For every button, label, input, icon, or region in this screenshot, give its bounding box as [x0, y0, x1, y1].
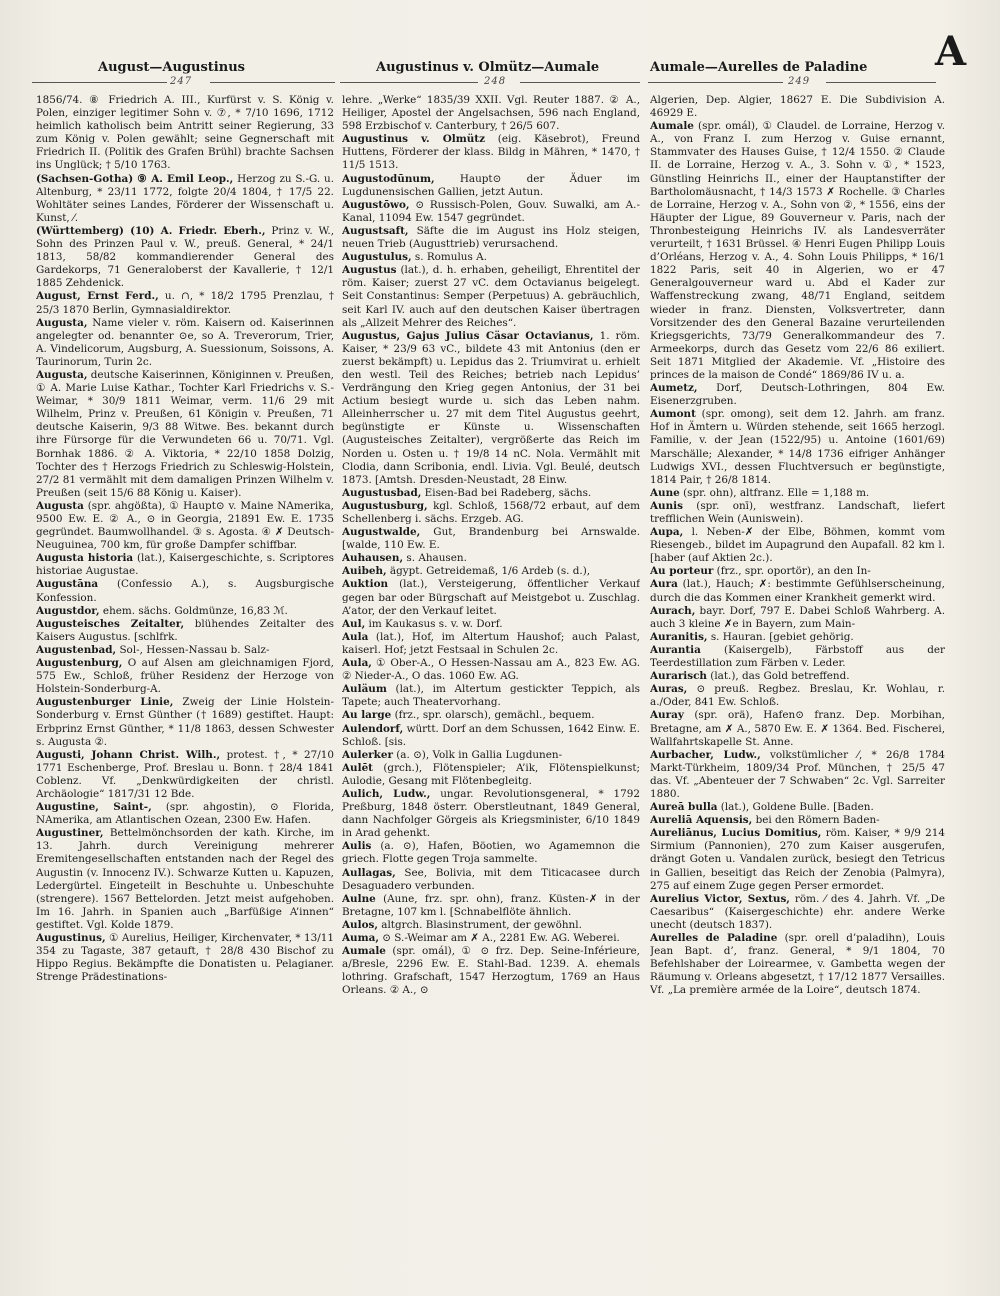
entry-headword: Augustdor,: [36, 604, 100, 617]
entry-headword: Aullagas,: [342, 866, 396, 879]
dictionary-entry: [36, 801, 334, 827]
dictionary-entry: [342, 618, 640, 631]
dictionary-entry: [342, 552, 640, 565]
dictionary-entry: [36, 605, 334, 618]
entry-headword: Aureā bulla: [650, 801, 718, 814]
entry-text: Herzog zu S.-G. u. Altenburg, * 23/11 1772, folgte 20/4 1804, † 17/5 22. Wohltäter seines Landes, Förderer der Wissenschaft u. Kunst, ⁄.: [36, 172, 334, 224]
dictionary-entry: [650, 709, 945, 748]
entry-text: See, Bolivia, mit dem Titicacasee durch Desaguadero verbunden.: [342, 866, 640, 892]
dictionary-entry: [342, 893, 640, 919]
entry-text: (spr. ahgößta), ① Haupt⊙ v. Maine NAmerika, 9500 Ew. E. ② A., ⊙ in Georgia, 21891 Ew. E. 1735 gegründet. Baumwollhandel. ③ s. Agosta. ④ ✗ Deutsch-Neuguinea, 700 km, für große Dampfer schiffbar.: [36, 499, 334, 552]
dictionary-entry: [650, 526, 945, 565]
dictionary-entry: [650, 670, 945, 683]
section-letter: A: [934, 28, 966, 75]
entry-headword: Augustine, Saint-,: [36, 801, 152, 814]
entry-headword: Aulos,: [342, 918, 378, 931]
dictionary-entry: [650, 565, 945, 578]
dictionary-entry: [650, 827, 945, 892]
dictionary-entry: [342, 94, 640, 133]
entry-text: 1. röm. Kaiser, * 23/9 63 vC., bildete 43 mit Antonius (den er zuerst bekämpft) u. Lepidus das 2. Triumvirat u. erhielt den westl. Teil des Reiches; betrieb nach Lepidus’ Verdrängung den Krieg gegen Antonius, der 31 bei Actium besiegt wurde u. sich das Leben nahm. Alleinherrscher u. 27 mit dem Titel Augustus geehrt, begünstigte er Künste u. Wissenschaften (Augusteisches Zeitalter), vergrößerte das Reich im Norden u. Osten u. † 19/8 14 nC. Nola. Vermählt mit Clodia, dann Scribonia, endl. Livia. Vgl. Beulé, deutsch 1873. [Amtsh. Dresden-Neustadt, 28 Einw.: [342, 329, 640, 486]
dictionary-entry: [36, 500, 334, 552]
dictionary-entry: [650, 644, 945, 670]
entry-text: ⊙ S.-Weimar am ✗ A., 2281 Ew. AG. Weberei.: [378, 932, 620, 944]
entry-headword: Aulne: [342, 892, 376, 905]
entry-headword: Aula,: [342, 657, 372, 670]
entry-headword: Augustodūnum,: [342, 172, 435, 185]
entry-text: (lat.), Goldene Bulle. [Baden.: [717, 801, 874, 814]
entry-text: u. ∩, * 18/2 1795 Prenzlau, † 25/3 1870 Berlin, Gymnasialdirektor.: [36, 290, 334, 316]
page-number-left: 247: [170, 76, 193, 87]
column-right: [650, 94, 945, 1274]
dictionary-entry: [342, 932, 640, 945]
entry-text: ehem. sächs. Goldmünze, 16,83 ℳ.: [99, 604, 288, 617]
entry-text: Bettelmönchsorden der kath. Kirche, im 13. Jahrh. durch Vereinigung mehrerer Eremitengesellschaften entstanden nach der Regel des Augustin (v. Innocenz IV.). Schwarze Kutten u. Kapuzen, Ledergürtel. Eingeteilt in Beschuhte u. Unbeschuhte (strengere). 1567 Bettelorden. Jetzt meist aufgehoben. Im 16. Jahrh. in Spanien auch „Barfüßige A’innen“ gestiftet. Vgl. Kolde 1879.: [36, 827, 334, 931]
dictionary-entry: [36, 749, 334, 801]
entry-headword: Augustsaft,: [342, 224, 409, 237]
entry-headword: Auläum: [342, 683, 387, 696]
column-left: [36, 94, 334, 1274]
entry-text: im Kaukasus s. v. w. Dorf.: [365, 617, 503, 630]
entry-headword: Aureliā Aquensis,: [650, 814, 753, 827]
entry-text: (spr. orell d’paladihn), Louis Jean Bapt. d’, franz. General, * 9/1 1804, 70 Befehlshaber der Loirearmee, v. Gambetta wegen der Räumung v. Orleans abgesetzt, † 17/12 1877 Versailles. Vf. „La première armée de la Loire“, deutsch 1874.: [650, 932, 945, 997]
entry-text: deutsche Kaiserinnen, Königinnen v. Preußen, ① A. Marie Luise Kathar., Tochter Karl Friedrichs v. S.-Weimar, * 30/9 1811 Weimar, verm. 11/6 29 mit Wilhelm, Prinz v. Preußen, 61 Königin v. Preußen, 71 deutsche Kaiserin, 9/3 88 Witwe. Bes. bekannt durch ihre Fürsorge für die Verwundeten 66 u. 70/71. Vgl. Bornhak 1886. ② A. Viktoria, * 22/10 1858 Dolzig, Tochter des † Herzogs Friedrich zu Schleswig-Holstein, 27/2 81 vermählt mit dem damaligen Prinzen Wilhelm v. Preußen (seit 15/6 88 König u. Kaiser).: [36, 368, 334, 499]
dictionary-entry: [36, 618, 334, 644]
entry-text: (spr. orä), Hafen⊙ franz. Dep. Morbihan, Bretagne, am ✗ A., 5870 Ew. E. ✗ 1364. Bed. Fischerei, Wallfahrtskapelle St. Anne.: [650, 709, 945, 748]
dictionary-entry: [36, 657, 334, 696]
entry-text: s. Hauran. [gebiet gehörig.: [707, 630, 854, 643]
entry-headword: Auktion: [342, 578, 389, 591]
entry-text: ägypt. Getreidemaß, 1/6 Ardeb (s. d.),: [386, 565, 591, 578]
header-right: Aumale—Aurelles de Paladine: [650, 60, 868, 75]
dictionary-entry: [342, 945, 640, 997]
entry-text: (frz., spr. olarsch), gemächl., bequem.: [391, 709, 595, 722]
dictionary-entry: [650, 120, 945, 382]
entry-headword: Augustiner,: [36, 827, 104, 840]
entry-text: Sol-, Hessen-Nassau b. Salz-: [116, 643, 270, 656]
entry-text: Säfte die im August ins Holz steigen, neuen Trieb (Augusttrieb) verursachend.: [342, 224, 640, 251]
dictionary-entry: [342, 225, 640, 251]
entry-text: ⊙ preuß. Regbez. Breslau, Kr. Wohlau, r. a./Oder, 841 Ew. Schloß.: [650, 683, 945, 709]
header-rule: [826, 82, 936, 83]
entry-text: Eisen-Bad bei Radeberg, sächs.: [421, 486, 592, 499]
entry-headword: Augustinus,: [36, 932, 106, 944]
dictionary-entry: [36, 94, 334, 173]
entry-text: s. Ahausen.: [403, 552, 467, 565]
entry-text: Name vieler v. röm. Kaisern od. Kaiserinnen angelegter od. benannter ⊙e, so A. Treverorum, Trier, A. Vindelicorum, Augsburg, A. Suessionum, Soissons, A. Taurinorum, Turin 2c.: [36, 316, 334, 368]
entry-text: (lat.), Kaisergeschichte, s. Scriptores historiae Augustae.: [36, 552, 334, 578]
entry-headword: Augustwalde,: [342, 526, 421, 539]
dictionary-entry: [342, 487, 640, 500]
entry-text: 1856/74. ⑧ Friedrich A. III., Kurfürst v. S. König v. Polen, einziger legitimer Sohn v. ⑦, * 7/10 1696, 1712 heimlich katholisch beim Antritt seiner Regierung, 33 zum König v. Polen gewählt; seine Gegnerschaft mit Friedrich II. (Politik des Grafen Brühl) brachte Sachsen ins Unglück; † 5/10 1763.: [36, 94, 334, 172]
dictionary-entry: [650, 749, 945, 801]
dictionary-entry: [650, 631, 945, 644]
entry-headword: Au large: [342, 709, 392, 722]
page-number-right: 249: [788, 76, 811, 87]
dictionary-entry: [650, 683, 945, 709]
entry-headword: Augustusburg,: [342, 499, 428, 512]
entry-text: Zweig der Linie Holstein-Sonderburg v. Ernst Günther († 1689) gestiftet. Haupt: Erbprinz Ernst Günther, * 11/8 1863, dessen Schwester s. Augusta ②.: [36, 696, 334, 748]
dictionary-entry: [342, 330, 640, 487]
dictionary-entry: [342, 840, 640, 866]
entry-headword: Aulich, Ludw.,: [342, 787, 431, 800]
entry-headword: Aul,: [342, 617, 366, 630]
dictionary-entry: [342, 788, 640, 840]
dictionary-entry: [342, 709, 640, 722]
header-left: August—Augustinus: [98, 60, 245, 75]
dictionary-entry: [342, 565, 640, 578]
dictionary-entry: [650, 605, 945, 631]
entry-text: (Confessio A.), s. Augsburgische Konfession.: [36, 578, 334, 604]
dictionary-entry: [36, 173, 334, 225]
entry-headword: Auras,: [650, 683, 688, 696]
entry-text: (eig. Käsebrot), Freund Huttens, Förderer der klass. Bildg in Mähren, * 1470, † 11/5 1513.: [342, 133, 640, 172]
entry-headword: Augusta,: [36, 316, 88, 329]
entry-text: blühendes Zeitalter des Kaisers Augustus. [schlfrk.: [36, 617, 334, 643]
entry-text: (spr. omong), seit dem 12. Jahrh. am franz. Hof in Ämtern u. Würden stehende, seit 1665 herzogl. Familie, v. der Jean (1522/95) u. Antoine (1601/69) Marschälle; Alexander, * 14/8 1736 eifriger Anhänger Ludwigs XVI., dessen Fluchtversuch er begünstigte, 1814 Pair, † 26/8 1814.: [650, 408, 945, 486]
dictionary-entry: [36, 827, 334, 932]
header-center: Augustinus v. Olmütz—Aumale: [376, 60, 600, 75]
entry-headword: Au porteur: [650, 565, 714, 578]
entry-headword: Aurach,: [650, 604, 696, 617]
entry-headword: Aumale: [650, 120, 694, 133]
page-number-center: 248: [484, 76, 507, 87]
dictionary-entry: [342, 500, 640, 526]
dictionary-entry: [342, 631, 640, 657]
entry-headword: Auibeh,: [342, 565, 387, 578]
entry-text: (lat.), Versteigerung, öffentlicher Verkauf gegen bar oder Bürgschaft auf Meistgebot u. Zuschlag. A’ator, der den Verkauf leitet.: [342, 578, 640, 617]
entry-text: s. Romulus A.: [411, 251, 487, 264]
entry-text: (lat.), d. h. erhaben, geheiligt, Ehrentitel der röm. Kaiser; zuerst 27 vC. dem Octavianus beigelegt. Seit Constantinus: Semper (Perpetuus) A. gebräuchlich, seit Karl IV. auch auf den deutschen Kaiser übertragen als „Allzeit Mehrer des Reiches“.: [342, 264, 640, 329]
dictionary-entry: [342, 657, 640, 683]
entry-text: (frz., spr. oportör), an den In-: [713, 565, 871, 578]
entry-headword: Aulerker: [342, 748, 393, 761]
entry-headword: Aumetz,: [650, 382, 698, 395]
entry-text: (spr. omál), ① ⊙ frz. Dep. Seine-Inférieure, a/Bresle, 2296 Ew. E. Stahl-Bad. 1239. A. ehemals lothring. Grafschaft, 1547 Herzogtum, 1769 an Haus Orleans. ② A., ⊙: [342, 945, 640, 997]
entry-headword: Augustus: [342, 264, 397, 277]
entry-text: lehre. „Werke“ 1835/39 XXII. Vgl. Reuter 1887. ② A., Heiliger, Apostel der Angelsachsen, 596 nach England, 598 Erzbischof v. Canterbury, † 26/5 607.: [342, 94, 640, 133]
entry-text: ⊙ Russisch-Polen, Gouv. Suwalki, am A.-Kanal, 11094 Ew. 1547 gegründet.: [342, 198, 640, 224]
entry-headword: Aura: [650, 578, 678, 591]
entry-text: württ. Dorf an dem Schussen, 1642 Einw. E. Schloß. [sis.: [342, 722, 640, 748]
entry-headword: Augustinus v. Olmütz: [342, 133, 486, 146]
entry-headword: Aurelius Victor, Sextus,: [650, 892, 790, 905]
entry-headword: Aunis: [650, 499, 683, 512]
entry-text: röm. ⁄ des 4. Jahrh. Vf. „De Caesaribus“ (Kaisergeschichte) ehr. andere Werke unecht (deutsch 1837).: [650, 892, 945, 931]
entry-text: (lat.), Hauch; ✗: bestimmte Gefühlserscheinung, durch die das Kommen einer Krankheit gemerkt wird.: [650, 578, 945, 604]
entry-headword: Augusteisches Zeitalter,: [36, 617, 185, 630]
entry-text: bei den Römern Baden-: [752, 814, 880, 827]
dictionary-entry: [650, 801, 945, 814]
dictionary-entry: [650, 893, 945, 932]
dictionary-entry: [36, 369, 334, 500]
entry-text: ungar. Revolutionsgeneral, * 1792 Preßburg, 1848 österr. Oberstleutnant, 1849 General, dann Nachfolger Görgeis als Kriegsminister, 6/10 1849 in Arad gehenkt.: [342, 787, 640, 840]
dictionary-entry: [36, 696, 334, 748]
entry-headword: Aulis: [342, 840, 372, 853]
entry-headword: Augusta: [36, 499, 84, 512]
entry-text: (spr. ahgostin), ⊙ Florida, NAmerika, am Atlantischen Ozean, 2300 Ew. Hafen.: [36, 801, 334, 827]
entry-headword: Aulēt: [342, 761, 373, 774]
column-center: [342, 94, 640, 1274]
dictionary-entry: [650, 94, 945, 120]
dictionary-entry: [342, 526, 640, 552]
entry-headword: Augustenbad,: [36, 643, 117, 656]
entry-headword: (Württemberg) (10) A. Friedr. Eberh.,: [36, 224, 266, 237]
entry-text: Algerien, Dep. Algier, 18627 E. Die Subdivision A. 46929 E.: [650, 94, 945, 120]
entry-headword: Aurarisch: [650, 670, 707, 683]
entry-text: O auf Alsen am gleichnamigen Fjord, 575 Ew., Schloß, früher Residenz der Herzoge von Holstein-Sonderburg-A.: [36, 657, 334, 696]
entry-text: bayr. Dorf, 797 E. Dabei Schloß Wahrberg. A. auch 3 kleine ✗e in Bayern, zum Main-: [650, 604, 945, 630]
dictionary-entry: [342, 133, 640, 172]
header-rule: [648, 82, 783, 83]
dictionary-entry: [342, 749, 640, 762]
header-rule: [32, 82, 167, 83]
dictionary-entry: [342, 173, 640, 199]
dictionary-entry: [342, 199, 640, 225]
entry-headword: Auhausen,: [342, 552, 404, 565]
entry-text: l. Neben-✗ der Elbe, Böhmen, kommt vom Riesengeb., bildet im Aupagrund den Aupafall. 82 km l. [haber (auf Aktien 2c.).: [650, 526, 945, 565]
entry-text: (a. ⊙), Hafen, Böotien, wo Agamemnon die griech. Flotte gegen Troja sammelte.: [342, 840, 640, 866]
dictionary-entry: [36, 644, 334, 657]
entry-text: ① Ober-A., O Hessen-Nassau am A., 823 Ew. AG. ② Nieder-A., O das. 1060 Ew. AG.: [342, 657, 640, 683]
dictionary-entry: [342, 264, 640, 329]
dictionary-entry: [342, 251, 640, 264]
entry-text: (spr. omál), ① Claudel. de Lorraine, Herzog v. A., von Franz I. zum Herzog v. Guise ernannt, Stammvater des Hauses Guise, † 12/4 1550. ② Claude II. de Lorraine, Herzog v. A., 3. Sohn v. ①, * 1523, Günstling Heinrichs II., einer der Hauptanstifter der Bartholomäusnacht, † 14/3 1573 ✗ Rochelle. ③ Charles de Lorraine, Herzog v. A., Sohn von ②, * 1556, eins der Häupter der Ligue, 89 Gouverneur v. Paris, nach der Thronbesteigung Heinrichs IV. als Landesverräter verurteilt, † 1631 Brüssel. ④ Henri Eugen Philipp Louis d’Orléans, Herzog v. A., 4. Sohn Louis Philipps, * 16/1 1822 Paris, seit 40 in Algerien, wo er 47 Generalgouverneur ward u. Abd el Kader zur Waffenstreckung zwang, 48/71 England, seitdem wieder in franz. Diensten, Volksvertreter, dann Vorsitzender des den General Bazaine verurteilenden Kriegsgerichts, 73/79 Generalkommandeur des 7. Armeekorps, durch das Gesetz vom 22/6 86 exiliert. Seit 1871 Mitglied der Akademie. Vf. „Histoire des princes de la maison de Condé“ 1869/86 IV u. a.: [650, 120, 945, 381]
entry-headword: Augustusbad,: [342, 486, 422, 499]
entry-headword: Augusta historia: [36, 552, 134, 565]
dictionary-entry: [342, 762, 640, 788]
dictionary-entry: [342, 578, 640, 617]
dictionary-entry: [36, 290, 334, 316]
entry-headword: Augustulus,: [342, 251, 412, 264]
entry-headword: Aulendorf,: [342, 722, 404, 735]
header-rule: [520, 82, 640, 83]
entry-headword: Aurbacher, Ludw.,: [650, 748, 761, 761]
entry-headword: Aula: [342, 630, 369, 643]
entry-text: Haupt⊙ der Äduer im Lugdunensischen Gallien, jetzt Autun.: [342, 172, 640, 198]
entry-text: Gut, Brandenburg bei Arnswalde. [walde, 110 Ew. E.: [342, 526, 640, 552]
entry-headword: August, Ernst Ferd.,: [36, 290, 159, 303]
entry-headword: Aurantia: [650, 643, 701, 656]
dictionary-entry: [342, 723, 640, 749]
dictionary-entry: [36, 932, 334, 984]
entry-headword: Aupa,: [650, 526, 684, 539]
dictionary-entry: [650, 487, 945, 500]
entry-headword: (Sachsen-Gotha) ⑨ A. Emil Leop.,: [36, 172, 234, 185]
dictionary-entry: [650, 578, 945, 604]
dictionary-entry: [36, 552, 334, 578]
dictionary-entry: [650, 382, 945, 408]
entry-headword: Aureliānus, Lucius Domitius,: [650, 827, 822, 840]
entry-text: protest. †, * 27/10 1771 Eschenberge, Prof. Breslau u. Bonn. † 28/4 1841 Coblenz. Vf. „Denkwürdigkeiten der christl. Archäologie“ 1817/31 12 Bde.: [36, 748, 334, 800]
dictionary-entry: [342, 919, 640, 932]
entry-text: (a. ⊙), Volk in Gallia Lugdunen-: [392, 748, 563, 761]
entry-headword: Auray: [650, 709, 684, 722]
entry-text: kgl. Schloß, 1568/72 erbaut, auf dem Schellenberg i. sächs. Erzgeb. AG.: [342, 499, 640, 525]
entry-text: (grch.), Flötenspieler; A’ik, Flötenspielkunst; Aulodie, Gesang mit Flötenbegleitg.: [342, 761, 640, 787]
entry-headword: Aumont: [650, 408, 696, 421]
entry-headword: Augustenburger Linie,: [36, 696, 174, 709]
dictionary-entry: [650, 408, 945, 487]
entry-headword: Augustāna: [36, 578, 99, 591]
entry-headword: Augustenburg,: [36, 657, 123, 670]
entry-text: (lat.), das Gold betreffend.: [706, 670, 850, 683]
entry-text: (lat.), im Altertum gestickter Teppich, als Tapete; auch Theatervorhang.: [342, 683, 640, 709]
entry-text: (lat.), Hof, im Altertum Haushof; auch Palast, kaiserl. Hof; jetzt Festsaal in Schulen 2c.: [342, 630, 640, 656]
entry-headword: Augusta,: [36, 368, 88, 381]
entry-text: altgrch. Blasinstrument, der gewöhnl.: [377, 918, 582, 931]
entry-text: (spr. ohn), altfranz. Elle = 1,188 m.: [679, 486, 870, 499]
dictionary-entry: [342, 683, 640, 709]
entry-text: Dorf, Deutsch-Lothringen, 804 Ew. Eisenerzgruben.: [650, 382, 945, 408]
entry-text: (spr. onī), westfranz. Landschaft, liefert trefflichen Wein (Auniswein).: [650, 499, 945, 525]
entry-text: röm. Kaiser, * 9/9 214 Sirmium (Pannonien), 270 zum Kaiser ausgerufen, drängt Goten u. Vandalen zurück, besiegt den Tetricus in Gallien, beseitigt das Reich der Zenobia (Palmyra), 275 auf einem Zuge gegen Perser ermordet.: [650, 827, 945, 892]
entry-headword: Aurelles de Paladine: [650, 932, 778, 944]
entry-headword: Auranitis,: [650, 630, 708, 643]
entry-headword: Augustōwo,: [342, 198, 410, 211]
entry-headword: Augustus, Gajus Julius Cäsar Octavianus,: [342, 329, 594, 342]
dictionary-entry: [36, 317, 334, 369]
dictionary-entry: [650, 932, 945, 997]
entry-headword: Augusti, Johann Christ. Wilh.,: [36, 748, 221, 761]
entry-text: volkstümlicher ⁄, * 26/8 1784 Markt-Türkheim, 1809/34 Prof. München, † 25/5 47 das. Vf. „Abenteuer der 7 Schwaben“ 2c. Vgl. Sarreiter 1880.: [650, 748, 945, 800]
entry-text: Prinz v. W., Sohn des Prinzen Paul v. W., preuß. General, * 24/1 1813, 58/82 kommandierender General des Gardekorps, 71 Generaloberst der Kavallerie, † 12/1 1885 Zehdenick.: [36, 224, 334, 290]
entry-text: (Aune, frz. spr. ohn), franz. Küsten-✗ in der Bretagne, 107 km l. [Schnabelflöte ähnlich.: [342, 892, 640, 918]
dictionary-entry: [342, 867, 640, 893]
entry-headword: Auma,: [342, 932, 379, 944]
dictionary-entry: [36, 578, 334, 604]
entry-headword: Aune: [650, 486, 680, 499]
header-rule: [210, 82, 335, 83]
header-rule: [340, 82, 478, 83]
entry-text: (Kaisergelb), Färbstoff aus der Teerdestillation zum Färben v. Leder.: [650, 643, 945, 670]
dictionary-entry: [650, 814, 945, 827]
entry-text: ① Aurelius, Heiliger, Kirchenvater, * 13/11 354 zu Tagaste, 387 getauft, † 28/8 430 Bischof zu Hippo Regius. Bekämpfte die Donatisten u. Pelagianer. Strenge Prädestinations-: [36, 932, 334, 984]
dictionary-entry: [650, 500, 945, 526]
dictionary-entry: [36, 225, 334, 290]
entry-headword: Aumale: [342, 945, 386, 958]
